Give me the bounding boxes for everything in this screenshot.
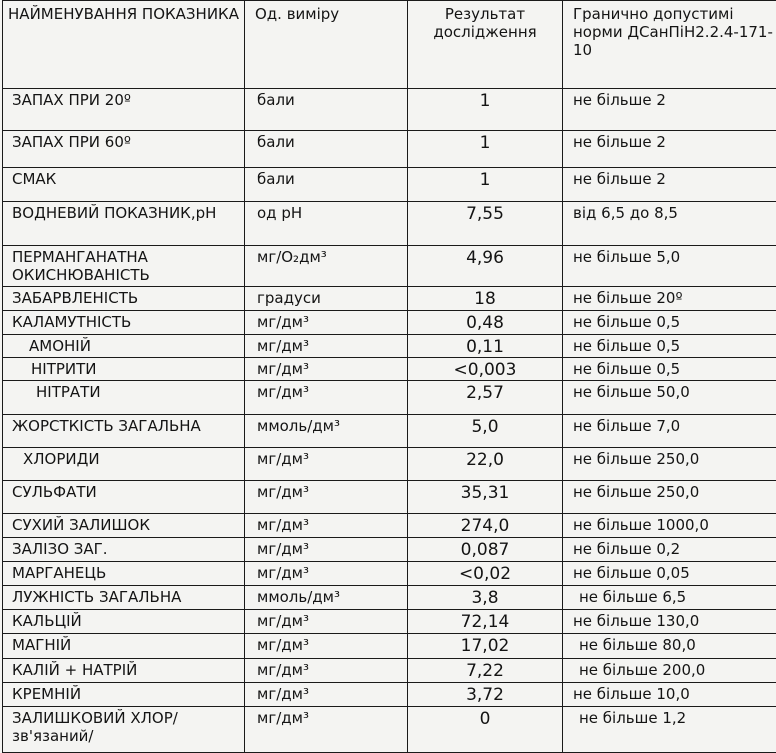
- table-row: [3, 707, 776, 753]
- table-row: [3, 202, 776, 246]
- indicator-name: МАРГАНЕЦЬ: [3, 562, 245, 586]
- table-row: [3, 381, 776, 415]
- indicator-name: НІТРИТИ: [3, 358, 245, 381]
- result-cell: <0,003: [408, 358, 563, 381]
- unit-cell: мг/дм³: [245, 562, 408, 586]
- indicator-name: НІТРАТИ: [3, 381, 245, 415]
- indicator-name: КАЛАМУТНІСТЬ: [3, 311, 245, 335]
- norm-cell: не більше 0,2: [563, 538, 776, 562]
- unit-cell: мг/дм³: [245, 481, 408, 514]
- norm-cell: не більше 1000,0: [563, 514, 776, 538]
- unit-cell: бали: [245, 89, 408, 131]
- header-unit: Од. виміру: [245, 1, 408, 89]
- header-row: [3, 1, 776, 89]
- result-cell: 3,72: [408, 683, 563, 707]
- result-cell: 0,11: [408, 335, 563, 358]
- norm-cell: не більше 1,2: [563, 707, 776, 753]
- header-name: НАЙМЕНУВАННЯ ПОКАЗНИКА: [3, 1, 245, 89]
- indicator-name: ХЛОРИДИ: [3, 448, 245, 481]
- table-row: [3, 481, 776, 514]
- indicator-name: ПЕРМАНГАНАТНА ОКИСНЮВАНІСТЬ: [3, 246, 245, 287]
- unit-cell: мг/дм³: [245, 707, 408, 753]
- result-cell: <0,02: [408, 562, 563, 586]
- unit-cell: од рН: [245, 202, 408, 246]
- norm-cell: не більше 0,5: [563, 335, 776, 358]
- table-row: [3, 683, 776, 707]
- table-row: [3, 131, 776, 168]
- result-cell: 17,02: [408, 634, 563, 659]
- result-cell: 4,96: [408, 246, 563, 287]
- norm-cell: не більше 5,0: [563, 246, 776, 287]
- norm-cell: не більше 2: [563, 89, 776, 131]
- indicator-name: ЖОРСТКІСТЬ ЗАГАЛЬНА: [3, 415, 245, 448]
- unit-cell: мг/O₂дм³: [245, 246, 408, 287]
- unit-cell: бали: [245, 131, 408, 168]
- result-cell: 1: [408, 168, 563, 202]
- unit-cell: мг/дм³: [245, 381, 408, 415]
- indicator-name: АМОНІЙ: [3, 335, 245, 358]
- result-cell: 72,14: [408, 610, 563, 634]
- table-row: [3, 634, 776, 659]
- result-cell: 1: [408, 89, 563, 131]
- unit-cell: мг/дм³: [245, 335, 408, 358]
- norm-cell: не більше 50,0: [563, 381, 776, 415]
- table-row: [3, 287, 776, 311]
- unit-cell: мг/дм³: [245, 538, 408, 562]
- result-cell: 22,0: [408, 448, 563, 481]
- table-row: [3, 448, 776, 481]
- table-row: [3, 538, 776, 562]
- norm-cell: не більше 0,05: [563, 562, 776, 586]
- table-row: [3, 358, 776, 381]
- indicator-name: КАЛЬЦІЙ: [3, 610, 245, 634]
- indicator-name: СУХИЙ ЗАЛИШОК: [3, 514, 245, 538]
- unit-cell: мг/дм³: [245, 448, 408, 481]
- indicator-name: ЗАПАХ ПРИ 20º: [3, 89, 245, 131]
- norm-cell: не більше 200,0: [563, 659, 776, 683]
- result-cell: 2,57: [408, 381, 563, 415]
- norm-cell: не більше 80,0: [563, 634, 776, 659]
- result-cell: 35,31: [408, 481, 563, 514]
- indicator-name: ЗАЛИШКОВИЙ ХЛОР/зв'язаний/: [3, 707, 245, 753]
- table-row: [3, 586, 776, 610]
- result-cell: 274,0: [408, 514, 563, 538]
- norm-cell: не більше 250,0: [563, 448, 776, 481]
- result-cell: 5,0: [408, 415, 563, 448]
- unit-cell: мг/дм³: [245, 514, 408, 538]
- unit-cell: ммоль/дм³: [245, 415, 408, 448]
- norm-cell: не більше 2: [563, 131, 776, 168]
- unit-cell: мг/дм³: [245, 659, 408, 683]
- unit-cell: бали: [245, 168, 408, 202]
- unit-cell: градуси: [245, 287, 408, 311]
- indicator-name: ЗАЛІЗО ЗАГ.: [3, 538, 245, 562]
- norm-cell: не більше 0,5: [563, 358, 776, 381]
- indicator-name: МАГНІЙ: [3, 634, 245, 659]
- norm-cell: не більше 10,0: [563, 683, 776, 707]
- norm-cell: не більше 20º: [563, 287, 776, 311]
- unit-cell: мг/дм³: [245, 610, 408, 634]
- table-row: [3, 610, 776, 634]
- table-row: [3, 335, 776, 358]
- table-row: [3, 415, 776, 448]
- result-cell: 7,55: [408, 202, 563, 246]
- indicator-name: КРЕМНІЙ: [3, 683, 245, 707]
- indicator-name: СУЛЬФАТИ: [3, 481, 245, 514]
- header-norm: Гранично допустимі норми ДСанПіН2.2.4-171-10: [563, 1, 776, 89]
- table-row: [3, 89, 776, 131]
- unit-cell: ммоль/дм³: [245, 586, 408, 610]
- unit-cell: мг/дм³: [245, 311, 408, 335]
- table-row: [3, 659, 776, 683]
- result-cell: 1: [408, 131, 563, 168]
- norm-cell: не більше 130,0: [563, 610, 776, 634]
- norm-cell: не більше 2: [563, 168, 776, 202]
- indicator-name: ЗАБАРВЛЕНІСТЬ: [3, 287, 245, 311]
- table-row: [3, 514, 776, 538]
- result-cell: 0,48: [408, 311, 563, 335]
- result-cell: 7,22: [408, 659, 563, 683]
- result-cell: 0,087: [408, 538, 563, 562]
- unit-cell: мг/дм³: [245, 683, 408, 707]
- indicator-name: ЗАПАХ ПРИ 60º: [3, 131, 245, 168]
- indicator-name: ЛУЖНІСТЬ ЗАГАЛЬНА: [3, 586, 245, 610]
- indicator-name: КАЛІЙ + НАТРІЙ: [3, 659, 245, 683]
- table-row: [3, 246, 776, 287]
- norm-cell: не більше 250,0: [563, 481, 776, 514]
- indicator-name: ВОДНЕВИЙ ПОКАЗНИК,рН: [3, 202, 245, 246]
- norm-cell: не більше 0,5: [563, 311, 776, 335]
- result-cell: 3,8: [408, 586, 563, 610]
- table-row: [3, 562, 776, 586]
- table-row: [3, 311, 776, 335]
- norm-cell: від 6,5 до 8,5: [563, 202, 776, 246]
- norm-cell: не більше 6,5: [563, 586, 776, 610]
- result-cell: 0: [408, 707, 563, 753]
- indicator-name: СМАК: [3, 168, 245, 202]
- header-result: Результат дослідження: [408, 1, 563, 89]
- result-cell: 18: [408, 287, 563, 311]
- table-row: [3, 168, 776, 202]
- water-quality-table: [2, 0, 776, 753]
- unit-cell: мг/дм³: [245, 358, 408, 381]
- norm-cell: не більше 7,0: [563, 415, 776, 448]
- unit-cell: мг/дм³: [245, 634, 408, 659]
